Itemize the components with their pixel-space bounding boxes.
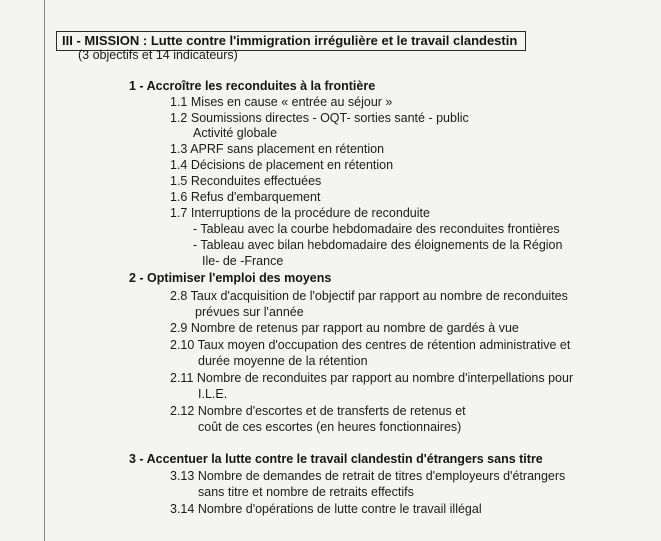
indicator-3-14: [170, 502, 482, 517]
indicator-number: 2.8: [170, 289, 188, 303]
indicator-number: 3.13: [170, 469, 195, 483]
indicator-2-10: [170, 338, 570, 353]
indicator-number: 1.3: [170, 142, 188, 156]
indicator-1-4: [170, 158, 393, 173]
indicator-1-2: [170, 111, 469, 126]
indicator-text: Décisions de placement en rétention: [190, 158, 394, 172]
indicator-text: Reconduites effectuées: [190, 174, 322, 188]
indicator-1-7: [170, 206, 430, 221]
indicator-1-3: [170, 142, 384, 157]
indicator-2-8: [170, 289, 568, 304]
indicator-number: 1.1: [170, 95, 188, 109]
mission-subtitle: (3 objectifs et 14 indicateurs): [78, 48, 238, 62]
page-margin-rule: [44, 0, 45, 541]
indicator-1-6: [170, 190, 320, 205]
indicator-1-7-subitem: - Tableau avec bilan hebdomadaire des éloignements de la Région: [193, 238, 563, 252]
indicator-number: 1.4: [170, 158, 188, 172]
indicator-number: 1.2: [170, 111, 188, 125]
indicator-text: Taux moyen d'occupation des centres de rétention administrative et: [197, 338, 571, 352]
indicator-number: 1.7: [170, 206, 188, 220]
indicator-number: 2.12: [170, 404, 195, 418]
indicator-number: 2.9: [170, 321, 188, 335]
indicator-text: Refus d'embarquement: [190, 190, 321, 204]
indicator-number: 1.5: [170, 174, 188, 188]
indicator-text: Mises en cause « entrée au séjour »: [190, 95, 393, 109]
indicator-1-7-subitem: - Tableau avec la courbe hebdomadaire des reconduites frontières: [193, 222, 560, 236]
indicator-3-13: [170, 469, 565, 484]
indicator-2-12-continuation: coût de ces escortes (en heures fonctionnaires): [198, 420, 462, 434]
indicator-text: Nombre de reconduites par rapport au nombre d'interpellations pour: [196, 371, 574, 385]
indicator-2-11: [170, 371, 573, 386]
indicator-2-12: [170, 404, 466, 419]
section-1-title: 1 - Accroître les reconduites à la frontière: [129, 79, 376, 93]
indicator-text: Nombre de demandes de retrait de titres d'employeurs d'étrangers: [197, 469, 566, 483]
indicator-text: Interruptions de la procédure de reconduite: [190, 206, 430, 220]
section-2-title: 2 - Optimiser l'emploi des moyens: [129, 271, 332, 285]
indicator-1-2-continuation: Activité globale: [193, 126, 278, 140]
indicator-2-11-continuation: I.L.E.: [198, 387, 228, 401]
indicator-1-1: [170, 95, 392, 110]
mission-title: III - MISSION : Lutte contre l'immigration irrégulière et le travail clandestin: [56, 31, 526, 51]
indicator-text: Soumissions directes - OQT- sorties santé - public: [190, 111, 469, 125]
indicator-text: Taux d'acquisition de l'objectif par rapport au nombre de reconduites: [190, 289, 568, 303]
indicator-1-5: [170, 174, 321, 189]
indicator-text: Nombre d'escortes et de transferts de retenus et: [197, 404, 466, 418]
section-3-title: 3 - Accentuer la lutte contre le travail clandestin d'étrangers sans titre: [129, 452, 543, 466]
indicator-number: 3.14: [170, 502, 195, 516]
indicator-3-13-continuation: sans titre et nombre de retraits effectifs: [198, 485, 414, 499]
indicator-number: 2.11: [170, 371, 194, 385]
indicator-text: Nombre d'opérations de lutte contre le travail illégal: [197, 502, 482, 516]
indicator-2-9: [170, 321, 519, 336]
indicator-2-8-continuation: prévues sur l'année: [195, 305, 304, 319]
indicator-text: APRF sans placement en rétention: [190, 142, 385, 156]
indicator-2-10-continuation: durée moyenne de la rétention: [198, 354, 368, 368]
indicator-number: 2.10: [170, 338, 195, 352]
indicator-1-7-continuation: Ile- de -France: [202, 254, 284, 268]
indicator-number: 1.6: [170, 190, 188, 204]
indicator-text: Nombre de retenus par rapport au nombre de gardés à vue: [190, 321, 519, 335]
